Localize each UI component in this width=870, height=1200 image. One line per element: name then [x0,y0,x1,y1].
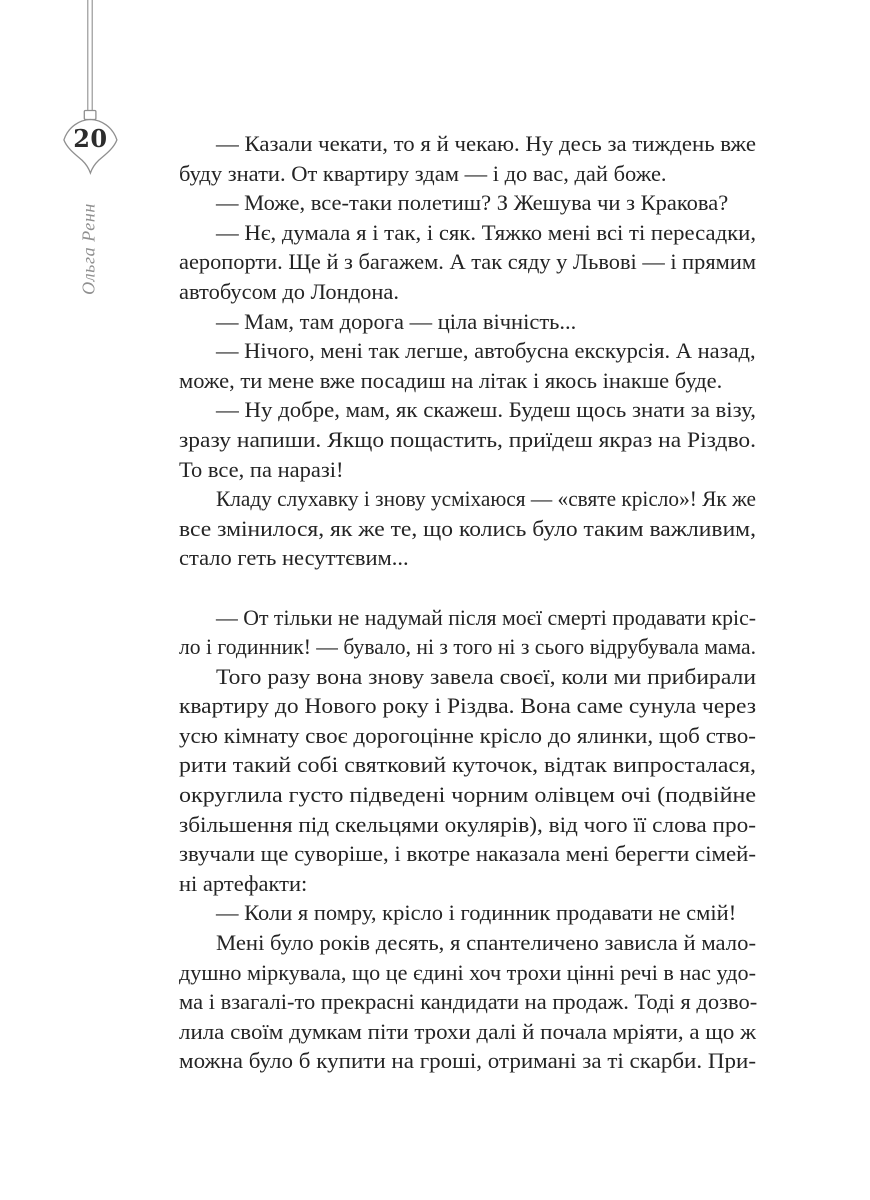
text-line: звучали ще суворіше, і вкотре наказала мені берегти сімей- [179,841,756,867]
text-line: — От тільки не надумай після моєї смерті продавати кріс- [216,604,756,630]
text-line: стало геть несуттєвим... [179,545,409,571]
text-column [179,129,756,1076]
text-line: ло і годинник! — бувало, ні з того ні з сього відрубувала мама. [179,634,756,660]
author-name-vertical: Ольга Ренн [78,203,99,295]
text-line: округлила густо підведені чорним олівцем очі (подвійне [179,782,756,808]
text-line: збільшення під скельцями окулярів), від чого її слова про- [179,811,756,837]
text-line: рити такий собі святковий куточок, відтак випросталася, [179,752,756,778]
text-line: Мені було років десять, я спантеличено зависла й мало- [216,930,756,956]
text-line: ні артефакти: [179,870,308,896]
text-line: можна було б купити на гроші, отримані за ті скарби. При- [179,1048,756,1074]
text-line: — Казали чекати, то я й чекаю. Ну десь за тиждень вже [216,131,756,156]
text-line: аеропорти. Ще й з багажем. А так сяду у Львові — і прямим [179,249,756,275]
blank-line [179,573,756,603]
text-line: квартиру до Нового року і Різдва. Вона саме сунула через [179,693,756,719]
text-line: — Нє, думала я і так, і сяк. Тяжко мені всі ті пересадки, [216,219,756,245]
ornament-cap [84,111,96,120]
text-line: ма і взагалі-то прекрасні кандидати на продаж. Тоді я дозво- [179,989,758,1015]
text-line: буду знати. От квартиру здам — і до вас, дай боже. [179,160,667,186]
text-line: автобусом до Лондона. [179,278,400,304]
text-line: — Ну добре, мам, як скажеш. Будеш щось знати за візу, [216,397,756,423]
christmas-bauble-ornament-icon [0,0,180,200]
text-line: душно міркувала, що це єдині хоч трохи цінні речі в нас удо- [179,959,756,985]
text-line: все змінилося, як же те, що колись було таким важливим, [179,515,756,541]
text-line: може, ти мене вже посадиш на літак і якось інакше буде. [179,367,723,393]
text-line: зразу напиши. Якщо пощастить, приїдеш якраз на Різдво. [179,426,756,452]
text-line: Того разу вона знову завела своєї, коли ми прибирали [216,663,756,689]
text-line: — Може, все-таки полетиш? З Жешува чи з Кракова? [216,190,729,216]
text-line: Кладу слухавку і знову усміхаюся — «святе крісло»! Як же [216,486,756,512]
text-line: лила своїм думкам піти трохи далі й почала мріяти, а що ж [179,1018,756,1044]
text-line: — Нічого, мені так легше, автобусна екскурсія. А назад, [216,338,756,364]
text-line: — Мам, там дорога — ціла вічність... [216,308,577,334]
page-number: 20 [73,124,108,153]
text-line: То все, па наразі! [179,456,344,482]
text-line: — Коли я помру, крісло і годинник продавати не смій! [216,900,737,926]
text-line: усю кімнату своє дорогоцінне крісло до ялинки, щоб ство- [179,722,756,748]
